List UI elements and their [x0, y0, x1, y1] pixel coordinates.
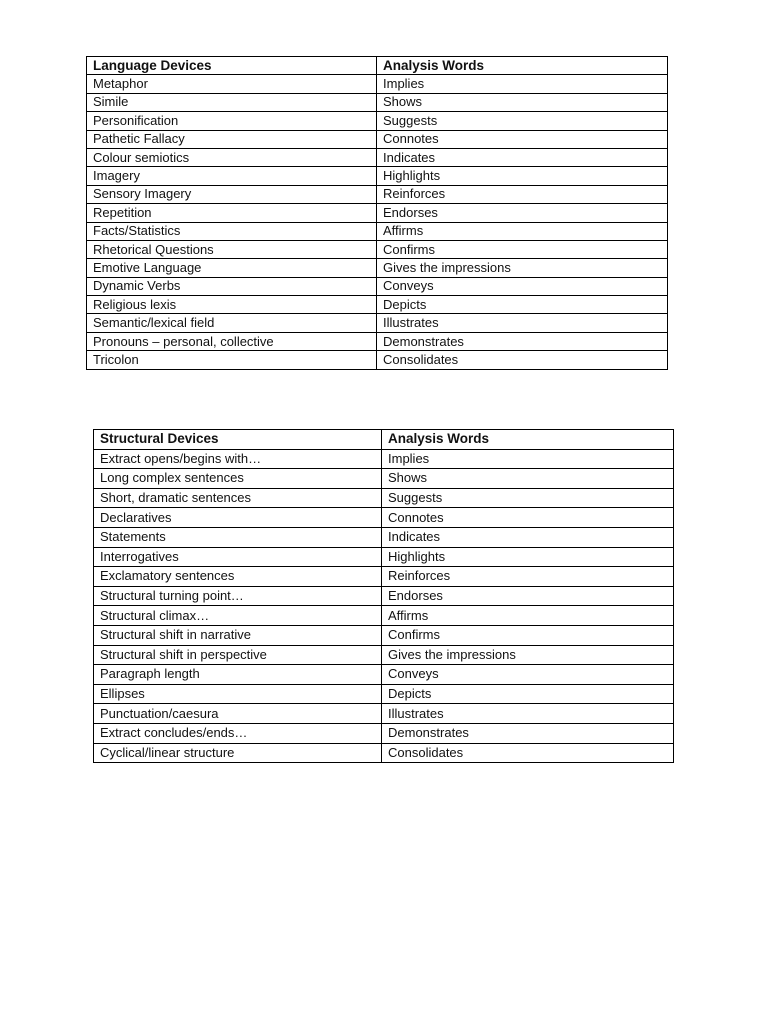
device-cell: Interrogatives [94, 547, 382, 567]
device-cell: Emotive Language [87, 259, 377, 277]
table-row [94, 704, 674, 724]
table-row [87, 167, 668, 185]
device-cell: Semantic/lexical field [87, 314, 377, 332]
table-row [87, 277, 668, 295]
table-row [94, 723, 674, 743]
analysis-word-cell: Gives the impressions [377, 259, 668, 277]
device-cell: Structural turning point… [94, 586, 382, 606]
device-cell: Religious lexis [87, 296, 377, 314]
analysis-word-cell: Affirms [377, 222, 668, 240]
column-header: Structural Devices [94, 430, 382, 450]
analysis-word-cell: Illustrates [382, 704, 674, 724]
analysis-word-cell: Reinforces [382, 567, 674, 587]
table-row [87, 112, 668, 130]
device-cell: Statements [94, 527, 382, 547]
device-cell: Facts/Statistics [87, 222, 377, 240]
device-cell: Exclamatory sentences [94, 567, 382, 587]
analysis-word-cell: Reinforces [377, 185, 668, 203]
table-row [94, 665, 674, 685]
analysis-word-cell: Connotes [377, 130, 668, 148]
table-row [94, 567, 674, 587]
device-cell: Structural climax… [94, 606, 382, 626]
table-row [87, 75, 668, 93]
device-cell: Tricolon [87, 351, 377, 369]
device-cell: Dynamic Verbs [87, 277, 377, 295]
table-row [94, 508, 674, 528]
analysis-word-cell: Affirms [382, 606, 674, 626]
table-row [87, 185, 668, 203]
table-row [87, 130, 668, 148]
column-header: Analysis Words [382, 430, 674, 450]
device-cell: Rhetorical Questions [87, 240, 377, 258]
table-row [87, 351, 668, 369]
analysis-word-cell: Indicates [377, 148, 668, 166]
device-cell: Sensory Imagery [87, 185, 377, 203]
device-cell: Personification [87, 112, 377, 130]
device-cell: Structural shift in perspective [94, 645, 382, 665]
table-row [87, 314, 668, 332]
table-header-row [94, 430, 674, 450]
device-cell: Long complex sentences [94, 469, 382, 489]
analysis-word-cell: Depicts [377, 296, 668, 314]
analysis-word-cell: Confirms [382, 625, 674, 645]
table-row [87, 259, 668, 277]
table-row [94, 488, 674, 508]
analysis-word-cell: Conveys [382, 665, 674, 685]
device-cell: Structural shift in narrative [94, 625, 382, 645]
device-cell: Paragraph length [94, 665, 382, 685]
analysis-word-cell: Demonstrates [377, 332, 668, 350]
device-cell: Pronouns – personal, collective [87, 332, 377, 350]
table-row [87, 332, 668, 350]
analysis-word-cell: Gives the impressions [382, 645, 674, 665]
device-cell: Repetition [87, 204, 377, 222]
table-row [94, 684, 674, 704]
table-row [94, 527, 674, 547]
analysis-word-cell: Implies [377, 75, 668, 93]
table-row [87, 148, 668, 166]
analysis-word-cell: Conveys [377, 277, 668, 295]
analysis-word-cell: Consolidates [377, 351, 668, 369]
analysis-word-cell: Illustrates [377, 314, 668, 332]
device-cell: Extract concludes/ends… [94, 723, 382, 743]
analysis-word-cell: Confirms [377, 240, 668, 258]
device-cell: Simile [87, 93, 377, 111]
analysis-word-cell: Suggests [377, 112, 668, 130]
table-row [87, 296, 668, 314]
device-cell: Cyclical/linear structure [94, 743, 382, 763]
table-row [94, 469, 674, 489]
analysis-word-cell: Consolidates [382, 743, 674, 763]
column-header: Language Devices [87, 57, 377, 75]
table-row [94, 586, 674, 606]
device-cell: Extract opens/begins with… [94, 449, 382, 469]
device-cell: Punctuation/caesura [94, 704, 382, 724]
analysis-word-cell: Demonstrates [382, 723, 674, 743]
column-header: Analysis Words [377, 57, 668, 75]
language-devices-table [86, 56, 668, 370]
table-row [87, 93, 668, 111]
device-cell: Declaratives [94, 508, 382, 528]
table-row [87, 240, 668, 258]
device-cell: Colour semiotics [87, 148, 377, 166]
table-row [87, 222, 668, 240]
table-row [94, 625, 674, 645]
analysis-word-cell: Shows [377, 93, 668, 111]
table-header-row [87, 57, 668, 75]
table-row [87, 204, 668, 222]
table-row [94, 743, 674, 763]
analysis-word-cell: Implies [382, 449, 674, 469]
device-cell: Pathetic Fallacy [87, 130, 377, 148]
analysis-word-cell: Suggests [382, 488, 674, 508]
analysis-word-cell: Indicates [382, 527, 674, 547]
device-cell: Imagery [87, 167, 377, 185]
device-cell: Short, dramatic sentences [94, 488, 382, 508]
analysis-word-cell: Highlights [377, 167, 668, 185]
analysis-word-cell: Endorses [377, 204, 668, 222]
device-cell: Metaphor [87, 75, 377, 93]
table-row [94, 547, 674, 567]
analysis-word-cell: Depicts [382, 684, 674, 704]
table-row [94, 645, 674, 665]
analysis-word-cell: Highlights [382, 547, 674, 567]
structural-devices-table [93, 429, 674, 763]
analysis-word-cell: Endorses [382, 586, 674, 606]
device-cell: Ellipses [94, 684, 382, 704]
analysis-word-cell: Connotes [382, 508, 674, 528]
analysis-word-cell: Shows [382, 469, 674, 489]
table-row [94, 449, 674, 469]
table-row [94, 606, 674, 626]
